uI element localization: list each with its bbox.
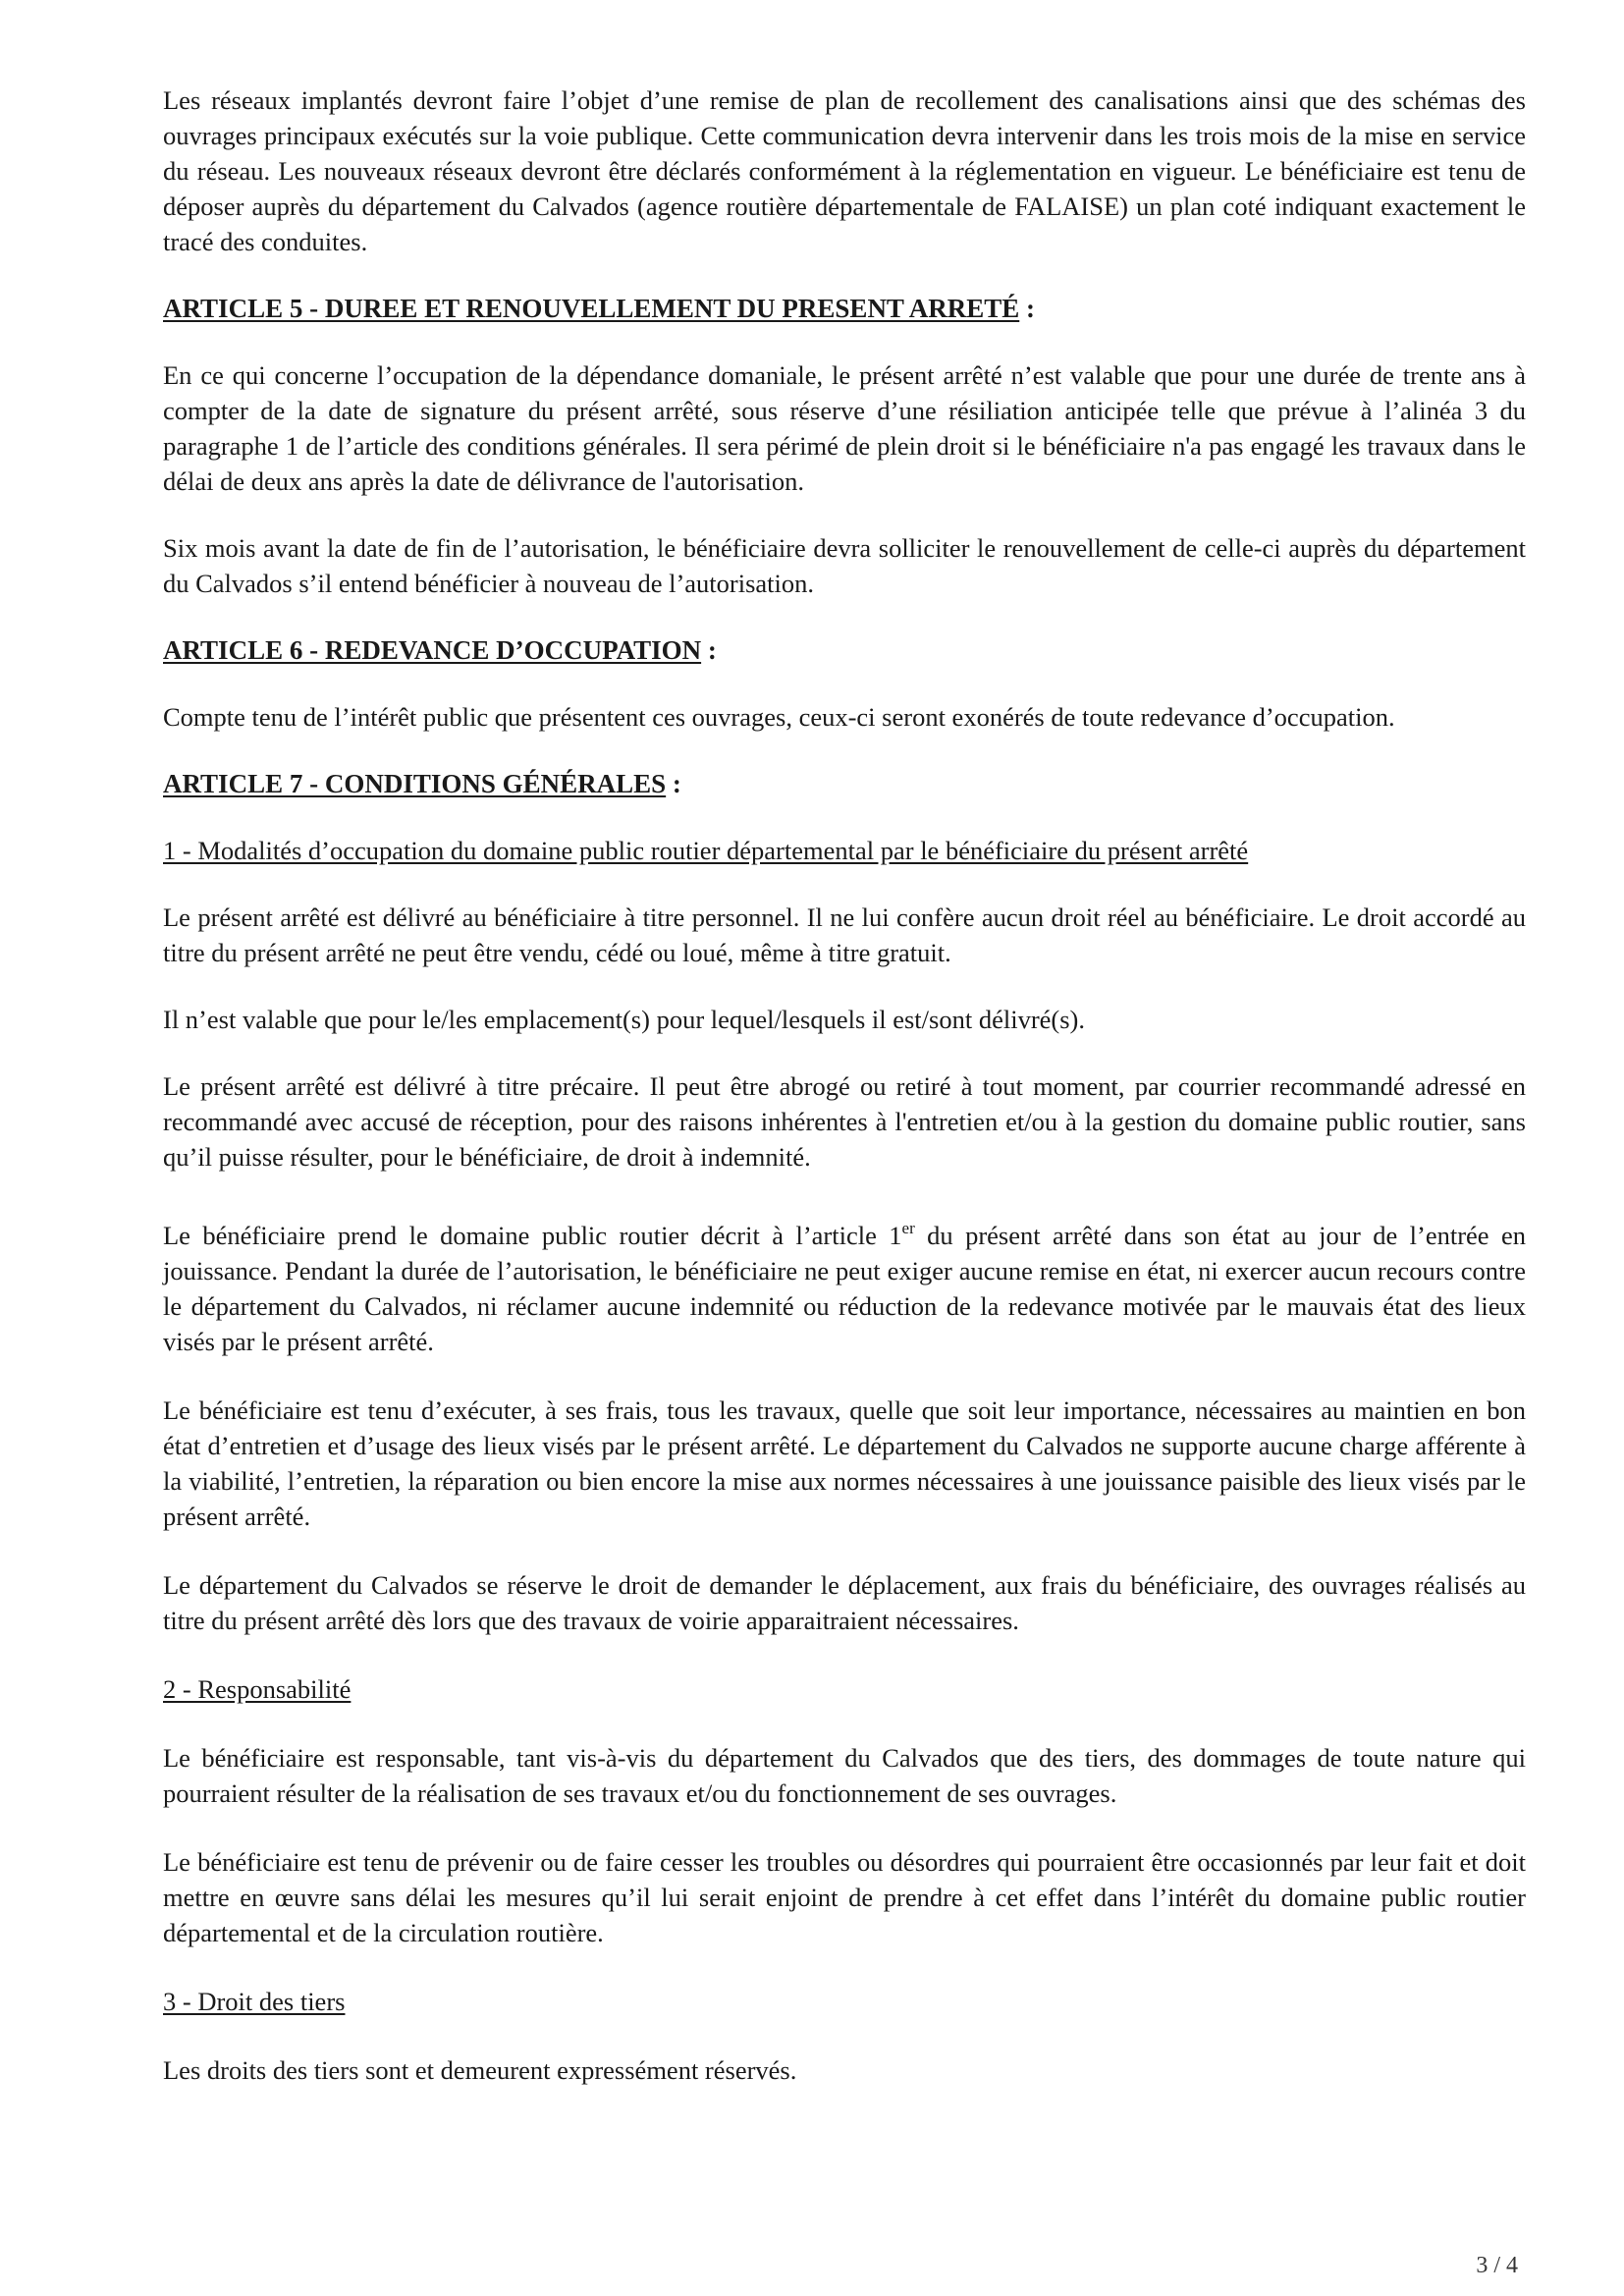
article-7-heading-text: ARTICLE 7 - CONDITIONS GÉNÉRALES (163, 769, 667, 798)
section-1-paragraph-4-end: du présent arrêté dans son état au jour de l’entrée en jouissance. Pendant la durée de l’autorisation, le bénéficiaire ne peut exiger aucune remise en état, ni exercer aucun recours contre le département du Calvados, ni réclamer aucune indemnité ou réduction de la redevance motivée par le mauvais état des lieux visés par le présent arrêté. (163, 1221, 1526, 1356)
article-6-paragraph-1: Compte tenu de l’intérêt public que présentent ces ouvrages, ceux-ci seront exonérés de toute redevance d’occupation. (163, 702, 1395, 732)
article-5-heading-text: ARTICLE 5 - DUREE ET RENOUVELLEMENT DU PRESENT ARRETÉ (163, 294, 1020, 323)
intro-paragraph: Les réseaux implantés devront faire l’objet d’une remise de plan de recollement des canalisations ainsi que des schémas des ouvrages principaux exécutés sur la voie publique. Cette communication devra intervenir dans les trois mois de la mise en service du réseau. Les nouveaux réseaux devront être déclarés conformément à la réglementation en vigueur. Le bénéficiaire est tenu de déposer auprès du département du Calvados (agence routière départementale de FALAISE) un plan coté indiquant exactement le tracé des conduites. (163, 85, 1526, 256)
document-page (163, 82, 1526, 2088)
section-3-paragraph-1: Les droits des tiers sont et demeurent expressément réservés. (163, 2055, 797, 2085)
section-1-paragraph-4-start: Le bénéficiaire prend le domaine public routier décrit à l’article 1 (163, 1221, 902, 1250)
article-6-heading-suffix: : (701, 635, 717, 665)
superscript-er: er (901, 1219, 915, 1237)
article-7-heading (163, 766, 1526, 801)
article-5-heading (163, 291, 1526, 326)
article-5-heading-suffix: : (1019, 294, 1035, 323)
section-1-paragraph-1: Le présent arrêté est délivré au bénéficiaire à titre personnel. Il ne lui confère aucun droit réel au bénéficiaire. Le droit accordé au titre du présent arrêté ne peut être vendu, cédé ou loué, même à titre gratuit. (163, 902, 1526, 967)
article-5-paragraph-1: En ce qui concerne l’occupation de la dépendance domaniale, le présent arrêté n’est valable que pour une durée de trente ans à compter de la date de signature du présent arrêté, sous réserve d’une résiliation anticipée telle que prévue à l’alinéa 3 du paragraphe 1 de l’article des conditions générales. Il sera périmé de plein droit si le bénéficiaire n'a pas engagé les travaux dans le délai de deux ans après la date de délivrance de l'autorisation. (163, 360, 1526, 496)
section-2-paragraph-2: Le bénéficiaire est tenu de prévenir ou de faire cesser les troubles ou désordres qui pourraient être occasionnés par leur fait et doit mettre en œuvre sans délai les mesures qu’il lui serait enjoint de prendre à cet effet dans l’intérêt du domaine public routier départemental et de la circulation routière. (163, 1847, 1526, 1947)
article-7-heading-suffix: : (666, 769, 681, 798)
section-1-paragraph-3: Le présent arrêté est délivré à titre précaire. Il peut être abrogé ou retiré à tout moment, par courrier recommandé adressé en recommandé avec accusé de réception, pour des raisons inhérentes à l'entretien et/ou à la gestion du domaine public routier, sans qu’il puisse résulter, pour le bénéficiaire, de droit à indemnité. (163, 1071, 1526, 1172)
article-6-heading-text: ARTICLE 6 - REDEVANCE D’OCCUPATION (163, 635, 702, 665)
section-2-title: 2 - Responsabilité (163, 1674, 352, 1704)
article-5-paragraph-2: Six mois avant la date de fin de l’autorisation, le bénéficiaire devra solliciter le renouvellement de celle-ci auprès du département du Calvados s’il entend bénéficier à nouveau de l’autorisation. (163, 533, 1526, 598)
article-6-heading (163, 632, 1526, 668)
section-1-paragraph-5: Le bénéficiaire est tenu d’exécuter, à ses frais, tous les travaux, quelle que soit leur importance, nécessaires au maintien en bon état d’entretien et d’usage des lieux visés par le présent arrêté. Le département du Calvados ne supporte aucune charge afférente à la viabilité, l’entretien, la réparation ou bien encore la mise aux normes nécessaires à une jouissance paisible des lieux visés par le présent arrêté. (163, 1395, 1526, 1531)
section-1-paragraph-4 (163, 1218, 1526, 1359)
section-1-paragraph-6: Le département du Calvados se réserve le droit de demander le déplacement, aux frais du bénéficiaire, des ouvrages réalisés au titre du présent arrêté dès lors que des travaux de voirie apparaitraient nécessaires. (163, 1570, 1526, 1635)
section-2-paragraph-1: Le bénéficiaire est responsable, tant vis-à-vis du département du Calvados que des tiers, des dommages de toute nature qui pourraient résulter de la réalisation de ses travaux et/ou du fonctionnement de ses ouvrages. (163, 1743, 1526, 1808)
section-3-title: 3 - Droit des tiers (163, 1987, 346, 2016)
section-1-title: 1 - Modalités d’occupation du domaine public routier départemental par le bénéficiaire du présent arrêté (163, 836, 1249, 865)
page-number: 3 / 4 (1476, 2253, 1518, 2278)
section-1-paragraph-2: Il n’est valable que pour le/les emplacement(s) pour lequel/lesquels il est/sont délivré(s). (163, 1005, 1085, 1034)
